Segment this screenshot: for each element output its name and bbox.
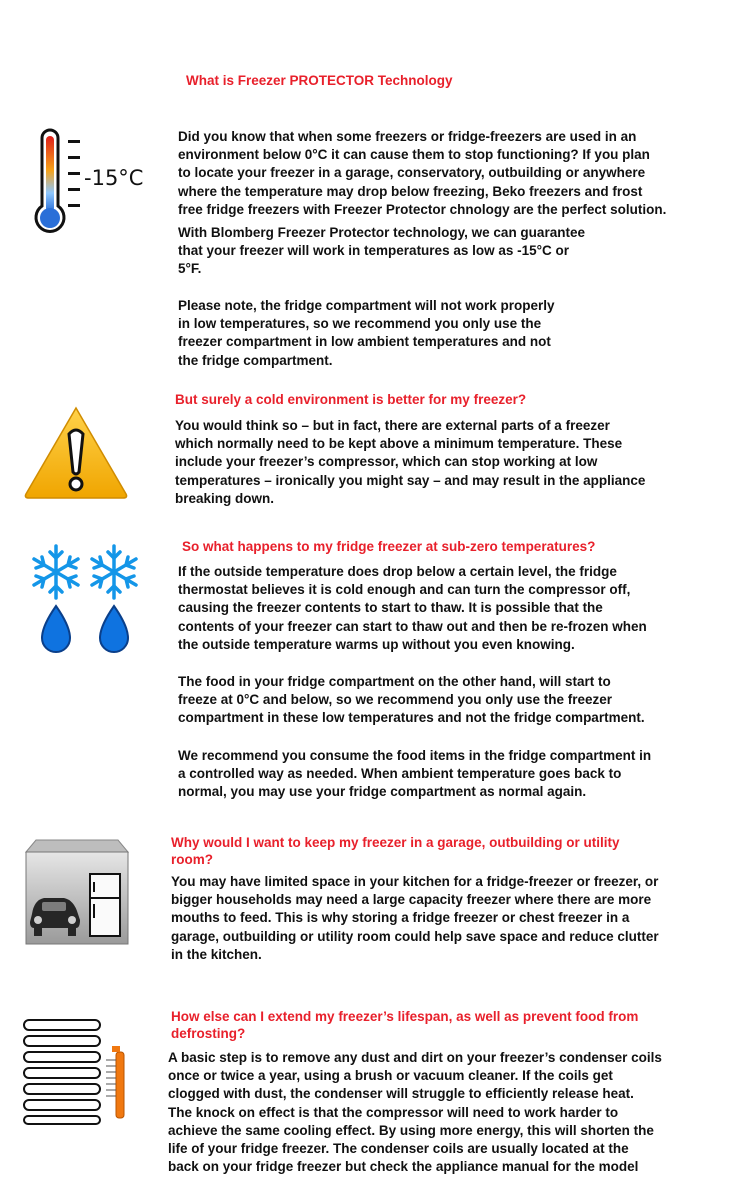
condenser-coil-brush-icon — [20, 1016, 132, 1128]
section-heading-garage: Why would I want to keep my freezer in a garage, outbuilding or utility room? — [171, 835, 620, 867]
section-heading-sub-zero: So what happens to my fridge freezer at sub-zero temperatures? — [182, 539, 596, 554]
cold-environment-paragraph: You would think so – but in fact, there are external parts of a freezer which normally need to be kept above a minimum temperature. These include your freezer’s compressor, which can stop working at low temperatures – ironically you might say – and may result in the appliance breaking down. — [175, 418, 646, 506]
intro-paragraph-2: With Blomberg Freezer Protector technology, we can guarantee that your freezer will work in temperatures as low as -15°C or 5°F. — [178, 225, 585, 277]
warning-icon — [22, 404, 130, 500]
garage-paragraph: You may have limited space in your kitchen for a fridge-freezer or freezer, or bigger households may need a large capacity freezer where there are more mouths to feed. This is why storing a fridge freezer or chest freezer in a garage, outbuilding or utility room could help save space and reduce clutter in the kitchen. — [171, 874, 659, 962]
sub-zero-paragraph-3: We recommend you consume the food items in the fridge compartment in a controlled way as needed. When ambient temperature goes back to normal, you may use your fridge compartment as normal again. — [178, 748, 652, 800]
intro-paragraph-1: Did you know that when some freezers or fridge-freezers are used in an environment below 0°C it can cause them to stop functioning? If you plan to locate your freezer in a garage, conservatory, outbuilding or anywhere where the temperature may drop below freezing, Beko freezers and frost free fridge freezers with Freezer Protector chnology are the perfect solution. — [178, 129, 667, 217]
snowflake-drops-icon — [26, 544, 144, 656]
section-heading-lifespan: How else can I extend my freezer’s lifespan, as well as prevent food from defrosting? — [171, 1009, 639, 1041]
lifespan-paragraph: A basic step is to remove any dust and dirt on your freezer’s condenser coils once or twice a year, using a brush or vacuum cleaner. If the coils get clogged with dust, the condenser will struggle to efficiently release heat. The knock on effect is that the compressor will need to work harder to achieve the same cooling effect. By using more energy, this will shorten the life of your fridge freezer. The condenser coils are usually located at the back on your fridge freezer but check the appliance manual for the model — [168, 1050, 662, 1175]
sub-zero-paragraph-1: If the outside temperature does drop below a certain level, the fridge thermostat believes it is cold enough and can turn the compressor off, causing the freezer contents to start to thaw. It is possible that the contents of your freezer can start to thaw out and then be re-frozen when the outside temperature warms up without you even knowing. — [178, 564, 647, 652]
garage-icon — [24, 838, 130, 946]
thermometer-label: -15°C — [84, 166, 144, 190]
section-heading-cold-environment: But surely a cold environment is better for my freezer? — [175, 392, 527, 407]
sub-zero-paragraph-2: The food in your fridge compartment on the other hand, will start to freeze at 0°C and below, so we recommend you only use the freezer compartment in these low temperatures and not the fridge compartment. — [178, 674, 645, 726]
page-title: What is Freezer PROTECTOR Technology — [186, 73, 453, 88]
intro-paragraph-3: Please note, the fridge compartment will not work properly in low temperatures, so we recommend you only use the freezer compartment in low ambient temperatures and not the fridge compartment. — [178, 298, 555, 368]
